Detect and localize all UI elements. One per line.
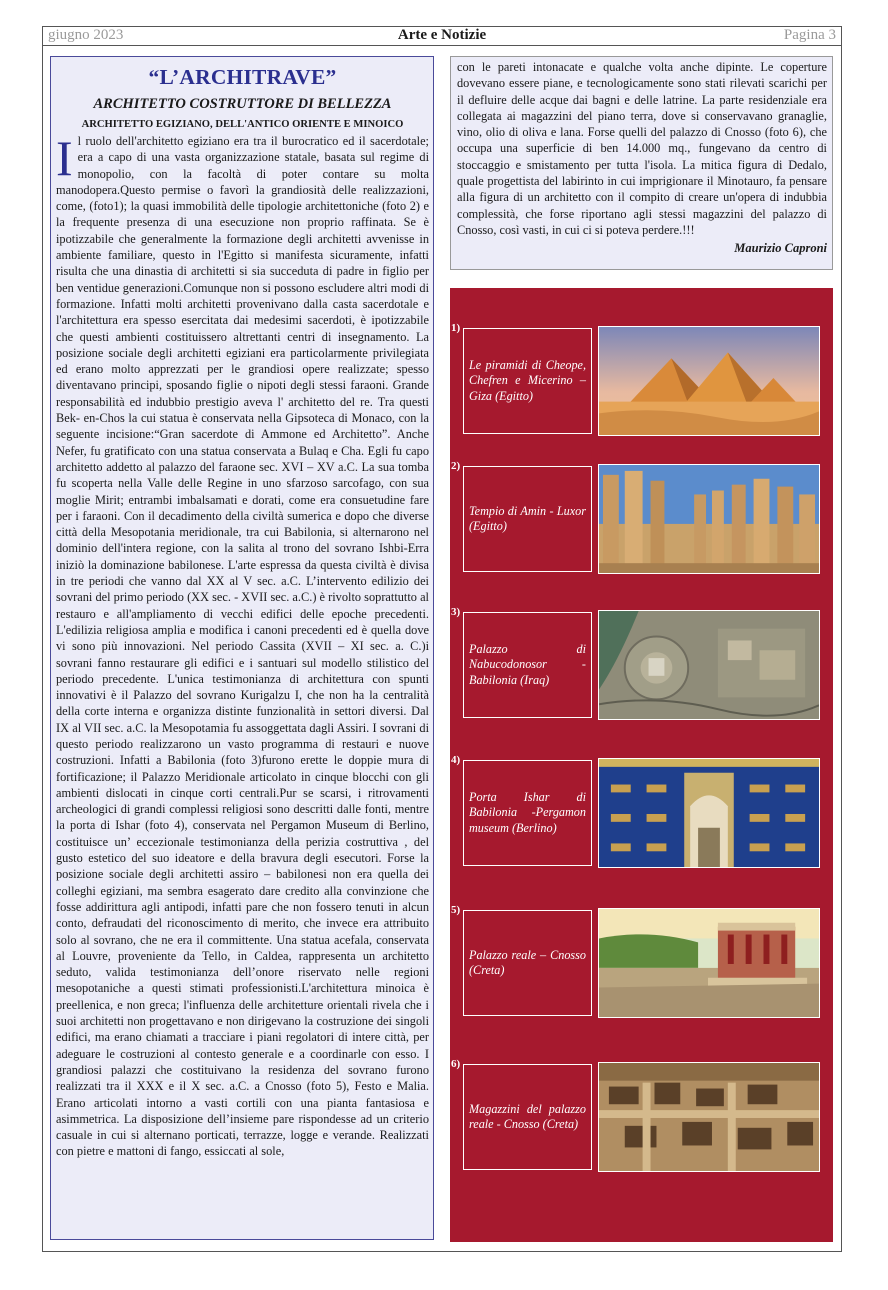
knossos-palace-photo xyxy=(598,908,820,1018)
gallery-item xyxy=(450,904,833,1022)
caption-box xyxy=(463,466,592,572)
header-page-number: Pagina 3 xyxy=(783,27,836,43)
photo-caption: Porta Ishar di Babilonia -Pergamon museum (Berlino) xyxy=(469,789,586,835)
article-body-left xyxy=(56,130,429,1160)
photo-number: 4) xyxy=(451,754,461,766)
pyramids-photo xyxy=(598,326,820,436)
photo-caption: Le piramidi di Cheope, Chefren e Micerino – Giza (Egitto) xyxy=(469,357,586,403)
caption-box xyxy=(463,328,592,434)
photo-number: 1) xyxy=(451,322,461,334)
article-kicker: ARCHITETTO EGIZIANO, DELL'ANTICO ORIENTE E MINOICO xyxy=(81,119,404,130)
photo-number: 6) xyxy=(451,1058,461,1070)
header-date: giugno 2023 xyxy=(48,27,124,43)
photo-caption: Palazzo di Nabucodonosor - Babilonia (Iraq) xyxy=(469,641,586,687)
gallery-item xyxy=(450,460,833,578)
article-body-right: con le pareti intonacate e qualche volta anche dipinte. Le coperture dovevano essere piane, e tecnologicamente sono stati rilevati scarichi per il defluire delle acque dai bagni e delle latrine. La parte residenziale era collegata ai magazzini del piano terra, dove si conservavano granaglie, vino, olio di oliva e lana. Forse quelli del palazzo di Cnosso (foto 6), che occupa una superficie di ben 14.000 mq., fungevano da centro di stoccaggio e smistamento per tutta l'isola. La mitica figura di Dedalo, quale progettista del labirinto in cui imprigionare il Minotauro, fa pensare alla figura di un architetto con il compito di creare un'opera di indubbia complessità, che forse riportano agli stessi magazzini del palazzo di Cnosso, così vasti, in cui ci si poteva perdere.!!! xyxy=(457,60,827,237)
article-title: “L’ARCHITRAVE” xyxy=(148,65,337,89)
caption-box xyxy=(463,1064,592,1170)
gallery-item xyxy=(450,322,833,440)
article-column-left xyxy=(50,56,434,1240)
drop-cap: I xyxy=(56,130,73,186)
gallery-item xyxy=(450,606,833,724)
article-author: Maurizio Caproni xyxy=(734,241,827,256)
knossos-storerooms-photo xyxy=(598,1062,820,1172)
photo-number: 5) xyxy=(451,904,461,916)
gallery-item xyxy=(450,754,833,872)
article-body-left-text: l ruolo dell'architetto egiziano era tra il burocratico ed il sacerdotale; era a capo di una vasta organizzazione statale, basata sul regime di monopolio, con la facoltà di poter contare su molta manodopera.Questo permise o favorì la grandiosità delle realizzazioni, come, (foto1); la quasi immobilità delle tipologie architettoniche (foto 2) e la frequente presenza di una esecuzione non proprio raffinata. Se è ipotizzabile che generalmente la formazione degli architetti avvenisse in ambiente familiare, questo in l'Egitto si manifesta sicuramente, infatti risulta che una dinastia di architetti si sia succeduta di padre in figlio per ben ventidue generazioni.Comunque non si possono escludere altri modi di formazione. Infatti molti architetti provenivano dalla casta sacerdotale e l'architettura era spesso esercitata dai medesimi sacerdoti, è ipotizzabile che questi ambienti costituissero altrettanti centri di insegnamento. La posizione sociale degli architetti egiziani era particolarmente privilegiata ed erano molto apprezzati per le grandiosi opere realizzate; spesso diventavano principi, sposando figlie o nipoti degli stessi faraoni. Grande responsabilità ed indubbio prestigio aveva l' architetto del re. Tra questi Bek- en-Chos la cui statua è conservata nella Gipsoteca di Monaco, con la seguente incisione:“Gran sacerdote di Ammone ed Architetto”. Anche Nefer, fu gratificato con una statua conservata a Bulaq e Cha. Egli fu capo architetto addetto al palazzo del faraone sec. XVI – XV a.C. La sua tomba fu scoperta nella Valle delle Regine in uno sfarzoso sarcofago, con sua moglie Mirit; entrambi imbalsamati e dorati, come era consuetudine fare per i faraoni. Con il decadimento della civiltà sumerica e dopo che diverse città della Mesopotania meridionale, tra cui Babilonia, si alternarono nel dominio dell'intera regione, con la salita al trono del sovrano Ishbi-Erra iniziò la dominazione babilonese. L'arte espressa da questa civiltà è divisa in tre periodi che vanno dal XX al V sec. a.C. L’intervento edilizio dei sovrani del primo periodo (XX sec. - XVII sec. a.C.) è rivolto soprattutto al restauro e all'ampliamento di vecchi edifici delle epoche precedenti. L'edilizia religiosa amplia e modifica i canoni precedenti ed è quella dove vi sono più innovazioni. Nel periodo Cassita (XVII – XI sec. a. C.)i sovrani fanno restaurare gli edifici e i santuari sul modello stilistico del periodo precedente. L'unica testimonianza di architettura con spunti innovativi è il Palazzo del sovrano Kurigalzu I, che non ha la centralità della corte interna e organizza distinte funzionalità in settori diversi. Dal IX al VII sec. a.C. la Mesopotamia fu assoggettata dagli Assiri. I sovrani di questo periodo realizzarono un vasto programma di restauri e nuove costruzioni. Infatti a Babilonia (foto 3)furono erette le doppie mura di fortificazione; il Palazzo Meridionale articolato in cinque blocchi con gli ambienti dislocati in cinque corti centrali.Pur se scarsi, i ritrovamenti archeologici di grandi complessi religiosi sono descritti dalle fonti, mentre la porta di Ishar (foto 4), conservata nel Pergamon Museum di Berlino, costituisce un’ eccezionale testimonianza della perizia costruttiva , del gusto estetico del suo ideatore e della bravura degli esecutori. Forse la posizione sociale degli architetti assiro – babilonesi non era quella dei colleghi egiziani, ma sembra esagerato dare credito alla convinzione che fosse addirittura agli antipodi, infatti pare che non fossero tenuti in alcun conto, defraudati del riconoscimento di merito, che invece era attribuito solo al sovrano, che ne era il committente. Una statua acefala, conservata al Louvre, proveniente da Tello, in Caldea, rappresenta un architetto seduto, valida testimonianza dell’onore riservato nelle regioni mesopotaniche a questi stimati professionisti.L'architettura minoica è preellenica, e non greca; l'influenza delle architetture orientali rivela che i suoi architetti non progettavano e non dirigevano la costruzione dei singoli edifici, ma erano chiamati a tracciare i piani regolatori di intere città, per adeguare le costruzioni al contesto generale e a coordinarle con esso. I grandiosi palazzi che costituivano la residenza del sovrano furono realizzati tra il XXX e il X sec. a.C. a Cnosso (foto 5), Festo e Malia. Erano articolati intorno a vasti cortili con una pianta fantasiosa e asimmetrica. La disposizione dell’insieme pare rispondesse ad un criterio casuale in cui si alternano porticati, terrazze, logge e verande. Realizzati con pietre e mattoni di fango, essiccati al sole, xyxy=(56,134,429,1159)
photo-caption: Tempio di Amin - Luxor (Egitto) xyxy=(469,503,586,533)
caption-box xyxy=(463,760,592,866)
luxor-temple-photo xyxy=(598,464,820,574)
gallery-item xyxy=(450,1058,833,1176)
photo-caption: Magazzini del palazzo reale - Cnosso (Creta) xyxy=(469,1101,586,1131)
photo-number: 3) xyxy=(451,606,461,618)
ishtar-gate-photo xyxy=(598,758,820,868)
article-subtitle: ARCHITETTO COSTRUTTORE DI BELLEZZA xyxy=(93,96,392,112)
article-column-right xyxy=(450,56,833,270)
caption-box xyxy=(463,910,592,1016)
page-header xyxy=(42,26,842,46)
photo-number: 2) xyxy=(451,460,461,472)
babylon-aerial-photo xyxy=(598,610,820,720)
caption-box xyxy=(463,612,592,718)
header-title: Arte e Notizie xyxy=(397,27,487,43)
photo-gallery xyxy=(450,288,833,1242)
photo-caption: Palazzo reale – Cnosso (Creta) xyxy=(469,947,586,977)
